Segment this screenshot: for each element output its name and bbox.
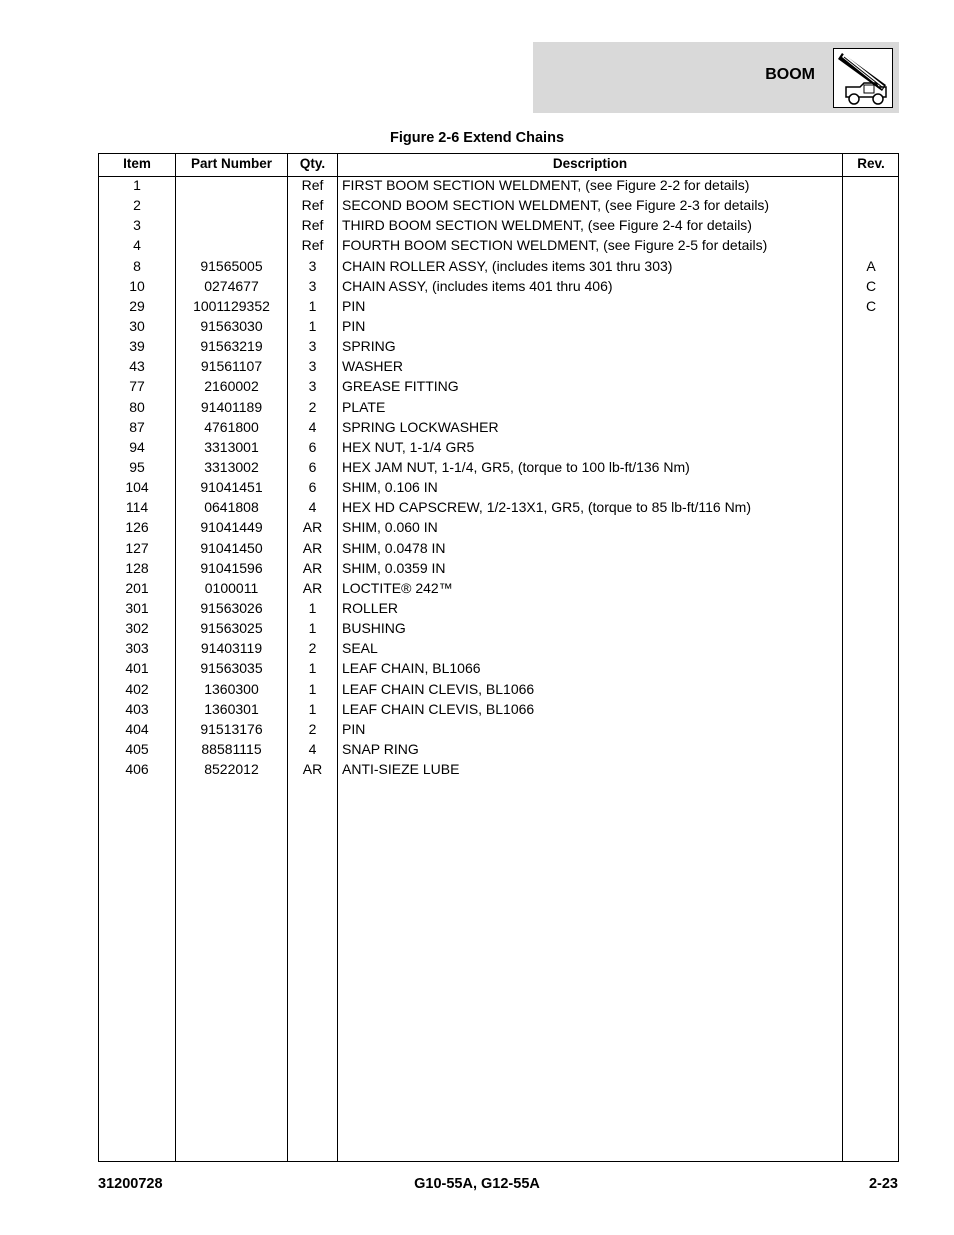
description-cell: ROLLER bbox=[342, 599, 399, 616]
qty-cell: 3 bbox=[308, 338, 317, 355]
section-label: BOOM bbox=[765, 66, 815, 83]
table-row bbox=[99, 558, 898, 578]
item-cell: 3 bbox=[133, 217, 141, 234]
item-cell: 401 bbox=[125, 660, 149, 677]
qty-cell: 3 bbox=[308, 358, 317, 375]
item-cell: 404 bbox=[125, 720, 149, 737]
table-row bbox=[99, 517, 898, 537]
table-row bbox=[99, 719, 898, 739]
description-cell: BUSHING bbox=[342, 620, 406, 637]
description-cell: PIN bbox=[342, 720, 366, 737]
part-number-cell: 91563030 bbox=[200, 317, 263, 334]
qty-cell: 4 bbox=[308, 499, 317, 516]
item-cell: 39 bbox=[129, 338, 145, 355]
figure-title: Figure 2-6 Extend Chains bbox=[389, 130, 565, 146]
part-number-cell: 91565005 bbox=[200, 257, 263, 274]
qty-cell: 1 bbox=[308, 620, 317, 637]
part-number-cell: 2160002 bbox=[204, 378, 259, 395]
table-row bbox=[99, 739, 898, 759]
description-cell: ANTI-SIEZE LUBE bbox=[342, 761, 460, 778]
part-number-cell: 91563035 bbox=[200, 660, 263, 677]
item-cell: 10 bbox=[129, 277, 145, 294]
qty-cell: 3 bbox=[308, 378, 317, 395]
qty-cell: 6 bbox=[308, 438, 317, 455]
table-row bbox=[99, 538, 898, 558]
description-cell: FOURTH BOOM SECTION WELDMENT, (see Figure 2-5 for details) bbox=[342, 237, 768, 254]
qty-cell: Ref bbox=[301, 217, 324, 234]
description-cell: LEAF CHAIN CLEVIS, BL1066 bbox=[342, 680, 535, 697]
table-body bbox=[99, 175, 898, 779]
qty-cell: 1 bbox=[308, 660, 317, 677]
table-row bbox=[99, 276, 898, 296]
qty-cell: 1 bbox=[308, 599, 317, 616]
qty-cell: Ref bbox=[301, 237, 324, 254]
description-cell: LEAF CHAIN CLEVIS, BL1066 bbox=[342, 700, 535, 717]
qty-cell: AR bbox=[302, 519, 323, 536]
table-row bbox=[99, 376, 898, 396]
item-cell: 94 bbox=[129, 438, 145, 455]
table-row bbox=[99, 578, 898, 598]
qty-cell: AR bbox=[302, 761, 323, 778]
item-cell: 4 bbox=[133, 237, 141, 254]
description-cell: SPRING bbox=[342, 338, 396, 355]
item-cell: 201 bbox=[125, 579, 149, 596]
part-number-cell: 1001129352 bbox=[193, 297, 270, 314]
part-number-cell: 0100011 bbox=[204, 579, 259, 596]
table-row bbox=[99, 175, 898, 195]
part-number-cell: 91401189 bbox=[200, 398, 263, 415]
page-number: 2-23 bbox=[868, 1176, 898, 1192]
table-row bbox=[99, 235, 898, 255]
telehandler-boom-icon bbox=[833, 48, 893, 108]
table-row bbox=[99, 256, 898, 276]
qty-cell: 2 bbox=[308, 640, 317, 657]
part-number-cell: 91563026 bbox=[200, 599, 263, 616]
item-cell: 30 bbox=[129, 317, 145, 334]
qty-cell: 1 bbox=[308, 700, 317, 717]
description-cell: SHIM, 0.0359 IN bbox=[342, 559, 446, 576]
table-row bbox=[99, 699, 898, 719]
item-cell: 104 bbox=[125, 479, 149, 496]
qty-cell: Ref bbox=[301, 177, 324, 193]
table-row bbox=[99, 759, 898, 779]
table-row bbox=[99, 356, 898, 376]
description-cell: HEX NUT, 1-1/4 GR5 bbox=[342, 438, 475, 455]
qty-cell: 6 bbox=[308, 458, 317, 475]
item-cell: 405 bbox=[125, 740, 149, 757]
part-number-cell: 91563219 bbox=[200, 338, 263, 355]
table-row bbox=[99, 215, 898, 235]
item-cell: 127 bbox=[125, 539, 149, 556]
description-cell: SHIM, 0.106 IN bbox=[342, 479, 438, 496]
description-cell: PLATE bbox=[342, 398, 386, 415]
qty-cell: AR bbox=[302, 539, 323, 556]
item-cell: 77 bbox=[129, 378, 145, 395]
table-row bbox=[99, 316, 898, 336]
table-row bbox=[99, 679, 898, 699]
qty-cell: 2 bbox=[308, 720, 317, 737]
description-cell: SEAL bbox=[342, 640, 378, 657]
item-cell: 8 bbox=[133, 257, 141, 274]
part-number-cell: 91041451 bbox=[200, 479, 263, 496]
column-header-description: Description bbox=[552, 156, 628, 171]
item-cell: 43 bbox=[129, 358, 145, 375]
model-numbers: G10-55A, G12-55A bbox=[414, 1176, 540, 1192]
part-number-cell: 91403119 bbox=[200, 640, 263, 657]
description-cell: PIN bbox=[342, 317, 366, 334]
description-cell: SHIM, 0.0478 IN bbox=[342, 539, 446, 556]
rev-cell: A bbox=[866, 257, 876, 274]
part-number-cell: 1360301 bbox=[204, 700, 259, 717]
item-cell: 126 bbox=[125, 519, 149, 536]
column-header-item: Item bbox=[123, 156, 151, 171]
section-tab bbox=[533, 42, 899, 113]
qty-cell: 3 bbox=[308, 277, 317, 294]
description-cell: SECOND BOOM SECTION WELDMENT, (see Figure 2-3 for details) bbox=[342, 197, 770, 214]
table-row bbox=[99, 497, 898, 517]
qty-cell: AR bbox=[302, 559, 323, 576]
description-cell: SHIM, 0.060 IN bbox=[342, 519, 438, 536]
item-cell: 87 bbox=[129, 418, 145, 435]
table-row bbox=[99, 457, 898, 477]
item-cell: 303 bbox=[125, 640, 149, 657]
description-cell: WASHER bbox=[342, 358, 403, 375]
document-number: 31200728 bbox=[98, 1176, 163, 1192]
item-cell: 114 bbox=[125, 499, 149, 516]
qty-cell: 4 bbox=[308, 740, 317, 757]
description-cell: CHAIN ASSY, (includes items 401 thru 406) bbox=[342, 277, 613, 294]
rev-cell: C bbox=[865, 297, 877, 314]
item-cell: 301 bbox=[125, 599, 149, 616]
item-cell: 80 bbox=[129, 398, 145, 415]
description-cell: GREASE FITTING bbox=[342, 378, 459, 395]
description-cell: SNAP RING bbox=[342, 740, 419, 757]
qty-cell: Ref bbox=[301, 197, 324, 214]
table-row bbox=[99, 658, 898, 678]
part-number-cell: 8522012 bbox=[204, 761, 259, 778]
part-number-cell: 91561107 bbox=[200, 358, 263, 375]
description-cell: PIN bbox=[342, 297, 366, 314]
part-number-cell: 91041449 bbox=[200, 519, 263, 536]
table-row bbox=[99, 417, 898, 437]
qty-cell: 4 bbox=[308, 418, 317, 435]
qty-cell: 2 bbox=[308, 398, 317, 415]
part-number-cell: 88581115 bbox=[201, 740, 262, 757]
part-number-cell: 3313002 bbox=[204, 458, 259, 475]
part-number-cell: 91041450 bbox=[200, 539, 263, 556]
description-cell: LOCTITE® 242™ bbox=[342, 579, 453, 596]
column-header-part-number: Part Number bbox=[190, 156, 273, 171]
description-cell: THIRD BOOM SECTION WELDMENT, (see Figure 2-4 for details) bbox=[342, 217, 752, 234]
table-row bbox=[99, 397, 898, 417]
table-row bbox=[99, 598, 898, 618]
qty-cell: 3 bbox=[308, 257, 317, 274]
part-number-cell: 91513176 bbox=[200, 720, 263, 737]
part-number-cell: 91041596 bbox=[200, 559, 263, 576]
table-row bbox=[99, 336, 898, 356]
item-cell: 406 bbox=[125, 761, 149, 778]
part-number-cell: 0641808 bbox=[204, 499, 259, 516]
qty-cell: 1 bbox=[308, 317, 317, 334]
item-cell: 1 bbox=[133, 177, 141, 193]
column-header-rev: Rev. bbox=[857, 156, 885, 171]
part-number-cell: 3313001 bbox=[204, 438, 259, 455]
part-number-cell: 4761800 bbox=[204, 418, 259, 435]
item-cell: 403 bbox=[125, 700, 149, 717]
item-cell: 2 bbox=[133, 197, 141, 214]
rev-cell: C bbox=[865, 277, 877, 294]
item-cell: 302 bbox=[125, 620, 149, 637]
item-cell: 128 bbox=[125, 559, 149, 576]
table-row bbox=[99, 195, 898, 215]
qty-cell: 1 bbox=[308, 680, 317, 697]
part-number-cell: 1360300 bbox=[204, 680, 259, 697]
description-cell: SPRING LOCKWASHER bbox=[342, 418, 499, 435]
table-row bbox=[99, 477, 898, 497]
table-row bbox=[99, 638, 898, 658]
qty-cell: 6 bbox=[308, 479, 317, 496]
parts-table bbox=[98, 153, 899, 1162]
table-row bbox=[99, 618, 898, 638]
description-cell: HEX JAM NUT, 1-1/4, GR5, (torque to 100 lb-ft/136 Nm) bbox=[342, 458, 690, 475]
item-cell: 29 bbox=[129, 297, 145, 314]
description-cell: CHAIN ROLLER ASSY, (includes items 301 thru 303) bbox=[342, 257, 673, 274]
part-number-cell: 0274677 bbox=[204, 277, 259, 294]
item-cell: 402 bbox=[125, 680, 149, 697]
table-row bbox=[99, 437, 898, 457]
item-cell: 95 bbox=[129, 458, 145, 475]
description-cell: FIRST BOOM SECTION WELDMENT, (see Figure 2-2 for details) bbox=[342, 177, 750, 193]
part-number-cell: 91563025 bbox=[200, 620, 263, 637]
table-row bbox=[99, 296, 898, 316]
description-cell: LEAF CHAIN, BL1066 bbox=[342, 660, 481, 677]
column-header-qty: Qty. bbox=[299, 156, 326, 171]
qty-cell: 1 bbox=[308, 297, 317, 314]
description-cell: HEX HD CAPSCREW, 1/2-13X1, GR5, (torque to 85 lb-ft/116 Nm) bbox=[342, 499, 752, 516]
qty-cell: AR bbox=[302, 579, 323, 596]
